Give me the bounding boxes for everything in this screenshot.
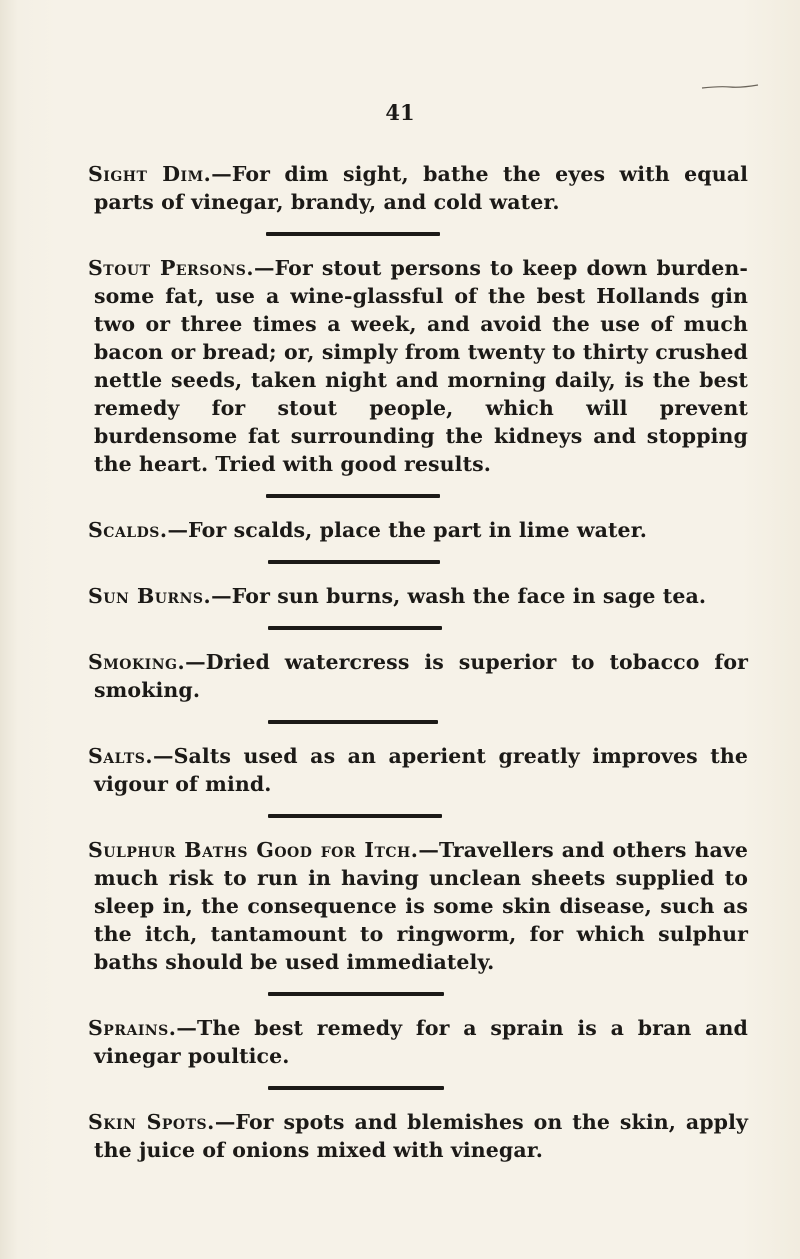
- entry-heading: Scalds.: [88, 518, 168, 542]
- entry-text: —Salts used as an aperient greatly improves the vigour of mind.: [94, 744, 748, 796]
- entry-sight-dim: [88, 160, 748, 216]
- entry-text: —For scalds, place the part in lime water.: [167, 518, 647, 542]
- entry-heading: Sulphur Baths Good for Itch.: [88, 838, 419, 862]
- entry-sun-burns: [88, 582, 748, 610]
- entry-smoking: [88, 648, 748, 704]
- section-divider: [266, 232, 440, 236]
- entry-text: —Travellers and others have much risk to run in having unclean sheets supplied to sleep in, the consequence is some skin disease, such as the itch, tantamount to ringworm, for which sulphur baths should be used immediately.: [94, 838, 748, 974]
- page-number: 41: [385, 100, 415, 125]
- entry-heading: Smoking.: [88, 650, 186, 674]
- section-divider: [268, 560, 440, 564]
- section-divider: [266, 494, 440, 498]
- entry-text: —For sun burns, wash the face in sage tea.: [211, 584, 707, 608]
- entry-sprains: [88, 1014, 748, 1070]
- section-divider: [268, 814, 442, 818]
- section-divider: [268, 1086, 444, 1090]
- section-divider: [268, 992, 444, 996]
- entry-salts: [88, 742, 748, 798]
- entry-heading: Salts.: [88, 744, 154, 768]
- entry-scalds: [88, 516, 748, 544]
- section-divider: [268, 626, 442, 630]
- entry-heading: Sprains.: [88, 1016, 177, 1040]
- section-divider: [268, 720, 438, 724]
- entry-text: —The best remedy for a sprain is a bran and vinegar poultice.: [94, 1016, 748, 1068]
- entry-text: —For spots and blemishes on the skin, apply the juice of onions mixed with vinegar.: [94, 1110, 749, 1162]
- entry-stout-persons: [88, 254, 748, 478]
- entry-heading: Sight Dim.: [88, 162, 212, 186]
- print-mark-decoration: [700, 84, 760, 90]
- entry-heading: Sun Burns.: [88, 584, 212, 608]
- entry-heading: Stout Persons.: [88, 256, 255, 280]
- remedy-list: [88, 160, 748, 1164]
- entry-text: —For stout persons to keep down burden-some fat, use a wine-glassful of the best Hollands gin two or three times a week, and avoid the use of much bacon or bread; or, simply from twenty to thirty crushed nettle seeds, taken night and morning daily, is the best remedy for stout people, which will prevent burdensome fat surrounding the kidneys and stopping the heart. Tried with good results.: [94, 256, 748, 476]
- entry-text: —Dried watercress is superior to tobacco for smoking.: [94, 650, 748, 702]
- entry-sulphur-baths: [88, 836, 748, 976]
- entry-heading: Skin Spots.: [88, 1110, 215, 1134]
- entry-text: —For dim sight, bathe the eyes with equal parts of vinegar, brandy, and cold water.: [94, 162, 748, 214]
- entry-skin-spots: [88, 1108, 748, 1164]
